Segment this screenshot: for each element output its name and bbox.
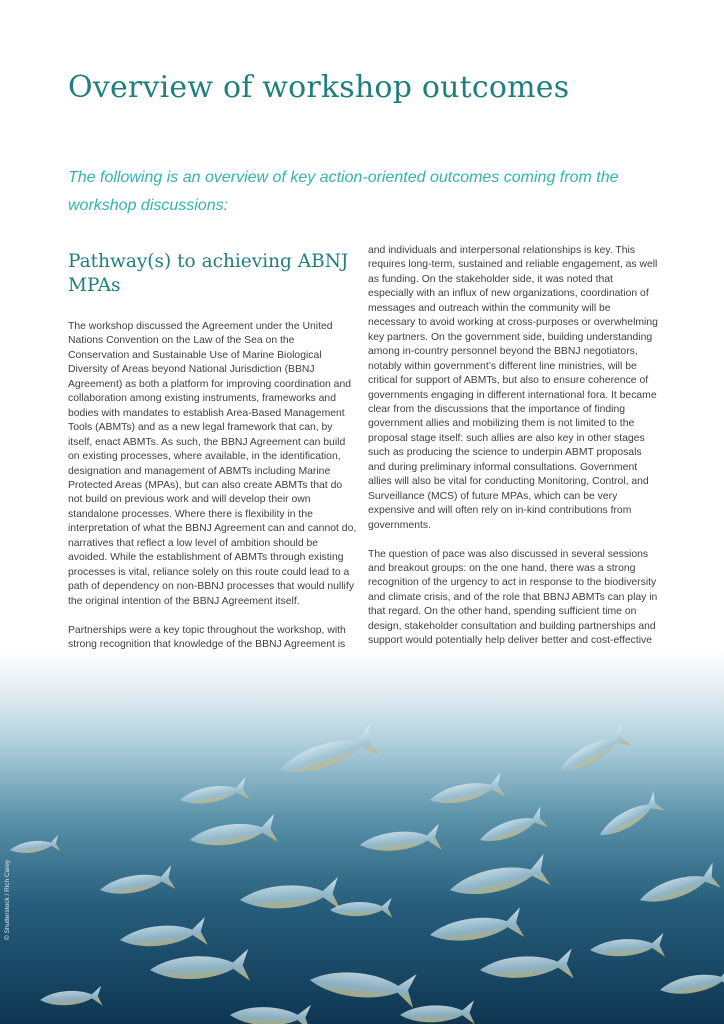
paragraph: The question of pace was also discussed in several sessions and breakout groups: on the one hand, there was a strong recognition of the urgency to act in response to the biodiversity and climate crisis, and of the role that BBNJ ABMTs can play in that regard. On the other hand, spending sufficient time on design, stakeholder consultation and building partnerships and support would potentially help deliver better and cost-effective bbox=[368, 548, 658, 647]
paragraph: The workshop discussed the Agreement under the United Nations Convention on the Law of the Sea on the Conservation and Sustainable Use of Marine Biological Diversity of Areas beyond National Jurisdiction (BBNJ Agreement) as both a platform for improving coordination and collaboration among existing instruments, frameworks and bodies with mandates to establish Area-Based Management Tools (ABMTs) and as a new legal framework that can, by itself, enact ABMTs. As such, the BBNJ Agreement can build on existing processes, where available, in the identification, designation and management of ABMTs including Marine Protected Areas (MPAs), but can also create ABMTs that do not build on previous work and will develop their own standalone processes. Where there is flexibility in the interpretation of what the BBNJ Agreement can and cannot do, narratives that reflect a low level of ambition should be avoided. While the establishment of ABMTs through existing processes is vital, reliance solely on this route could lead to a path of dependency on non-BBNJ processes that would nullify the original intention of the BBNJ Agreement itself. bbox=[68, 321, 357, 607]
right-column bbox=[368, 244, 658, 692]
fish bbox=[447, 854, 551, 906]
fish bbox=[428, 907, 524, 950]
fish bbox=[178, 777, 249, 811]
fish bbox=[330, 898, 393, 920]
fish bbox=[359, 824, 442, 858]
page-title: Overview of workshop outcomes bbox=[68, 70, 570, 105]
fish bbox=[595, 791, 665, 844]
fish-school-illustration bbox=[0, 650, 724, 1024]
fish bbox=[476, 806, 548, 850]
fish bbox=[239, 877, 340, 916]
fish bbox=[658, 965, 724, 1002]
fish bbox=[589, 933, 665, 962]
fish bbox=[188, 814, 278, 854]
fish bbox=[428, 773, 506, 812]
paragraph: and individuals and interpersonal relationships is key. This requires long-term, sustained and reliable engagement, as well as funding. On the stakeholder side, it was noted that especially with an influx of new organizations, coordination of messages and outreach within the community will be necessary to avoid working at cross-purposes or overwhelming key partners. On the government side, building understanding among in-country personnel beyond the BBNJ negotiators, notably within government’s different line ministries, will be critical for support of ABMTs, but also to ensure coherence of governments engaging in different international fora. It became clear from the discussions that the importance of finding government allies and mobilizing them is not limited to the proposal stage itself: such allies are also key in other stages such as producing the science to underpin ABMT proposals and during preliminary informal consultations. Government allies will also be vital for conducting Monitoring, Control, and Surveillance (MCS) of future MPAs, which can be very expensive and will often rely on in-kind contributions from governments. bbox=[368, 245, 658, 531]
fish bbox=[9, 835, 60, 858]
fish bbox=[479, 949, 574, 985]
ocean-fish-photo bbox=[0, 650, 724, 1024]
fish bbox=[636, 863, 721, 913]
fish bbox=[554, 724, 631, 780]
fish bbox=[98, 865, 175, 902]
section-heading: Pathway(s) to achieving ABNJ MPAs bbox=[68, 251, 349, 296]
fish bbox=[39, 986, 102, 1010]
intro-text: The following is an overview of key action-oriented outcomes coming from the workshop discussions: bbox=[68, 169, 619, 214]
fish bbox=[308, 963, 416, 1008]
fish bbox=[275, 724, 379, 785]
fish bbox=[230, 1002, 311, 1024]
fish bbox=[119, 917, 208, 954]
paragraph: Partnerships were a key topic throughout the workshop, with strong recognition that knowledge of the BBNJ Agreement is bbox=[68, 624, 346, 650]
fish bbox=[149, 949, 250, 986]
photo-credit: © Shutterstock / Rich Carey bbox=[4, 859, 11, 940]
